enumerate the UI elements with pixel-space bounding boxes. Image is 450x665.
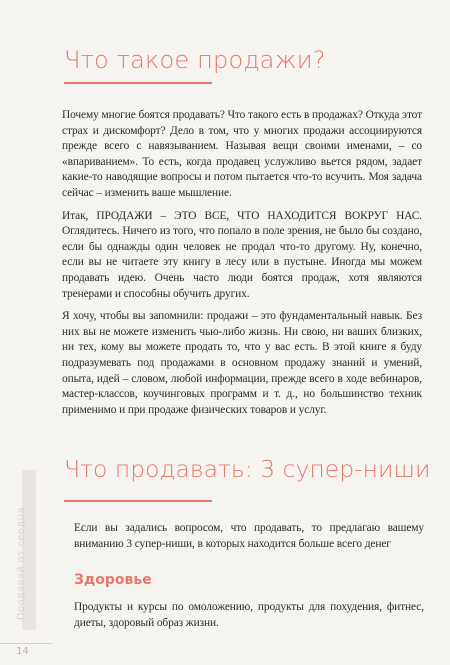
section-title-what-is-sales: Что такое продажи?: [64, 46, 326, 74]
page-number: 14: [16, 646, 29, 657]
health-paragraph: Продукты и курсы по омоложению, продукты для похудения, фитнес, диеты, здоровый образ жизни.: [74, 601, 424, 629]
section-title-what-to-sell: Что продавать: 3 супер-ниши: [64, 455, 431, 483]
intro-paragraph: Если вы задались вопросом, что продавать, то предлагаю вашему вниманию 3 супер-ниши, в которых находится больше всего денег: [74, 522, 424, 550]
paragraph-2: Итак, ПРОДАЖИ – ЭТО ВСЕ, ЧТО НАХОДИТСЯ ВОКРУГ НАС. Оглядитесь. Ничего из того, что попало в поле зрения, не было бы создано, если бы однажды один человек не продал что-то другому. Ну, конечно, если вы не читаете эту книгу в лесу или в пустыне. Иногда мы можем продавать идею. Очень часто люди боятся продаж, хотя являются тренерами и способны обучить других.: [62, 209, 422, 300]
running-title-vertical: Продавай от сердца: [16, 506, 27, 620]
paragraph-1: Почему многие боятся продавать? Что такого есть в продажах? Откуда этот страх и дискомфорт? Дело в том, что у многих продажи ассоциируются прежде всего с навязыванием. Называя вещи своими именами, – со «впариванием». То есть, когда продавец услужливо вьется рядом, задает какие-то наводящие вопросы и потом пытается что-то всучить. Моя задача сейчас – изменить ваше мышление.: [62, 109, 422, 199]
page-number-rule: [0, 643, 52, 644]
section-2-intro: [74, 521, 424, 559]
subheading-health: Здоровье: [74, 572, 152, 588]
section-1-body: [62, 108, 422, 425]
title-underline-2: [64, 500, 212, 502]
paragraph-3: Я хочу, чтобы вы запомнили: продажи – это фундаментальный навык. Без них вы не можете изменить чью-либо жизнь. Ни свою, ни ваших близких, ни тех, кому вы можете продать то, что у вас есть. В этой книге я буду подразумевать под продажами в основном продажу знаний и умений, опыта, идей – словом, любой информации, прежде всего в ходе вебинаров, мастер-классов, коучинговых программ и т. д., но большинство техник применимо и при продаже физических товаров и услуг.: [62, 310, 422, 416]
title-underline-1: [64, 82, 212, 84]
section-2-health-body: [74, 600, 424, 638]
